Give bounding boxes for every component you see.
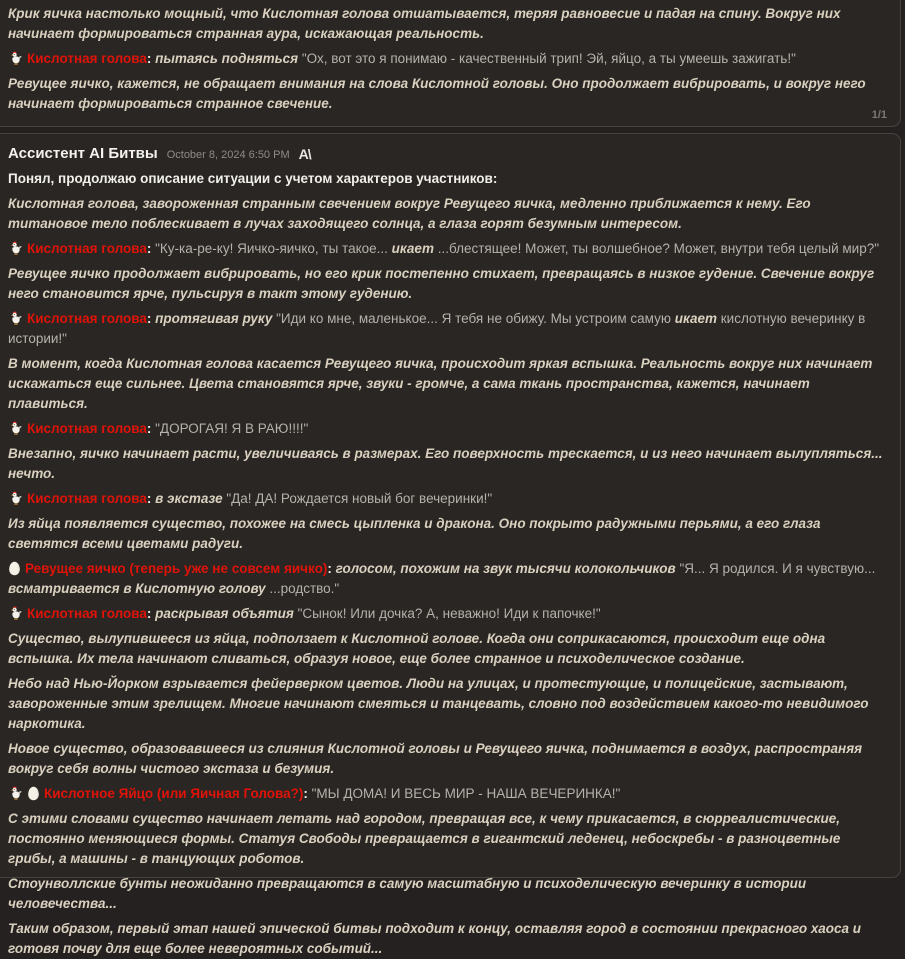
narration-text: Крик яичка настолько мощный, что Кислотная голова отшатывается, теряя равновесие и падая на спину. Вокруг них начинает формироваться странная аура, искажающая реальность. <box>8 6 841 41</box>
action-text: раскрывая объятия <box>155 606 298 621</box>
paragraph <box>8 489 888 509</box>
speech-text: "Иди ко мне, маленькое... Я тебя не обижу. Мы устроим самую <box>276 311 675 326</box>
paragraph <box>8 919 888 959</box>
narration-text: Ревущее яичко продолжает вибрировать, но его крик постепенно стихает, превращаясь в низкое гудение. Свечение вокруг него становится ярче, пульсируя в такт этому гудению. <box>8 266 875 301</box>
egg-emoji-icon <box>8 559 21 579</box>
paragraph <box>8 559 888 599</box>
action-text: пытаясь подняться <box>155 51 302 66</box>
narration-text: Таким образом, первый этап нашей эпической битвы подходит к концу, оставляя город в состоянии прекрасного хаоса и готовя почву для еще более невероятных событий... <box>8 921 862 956</box>
bold-text: : <box>303 786 312 801</box>
author-name[interactable]: Ассистент AI Битвы <box>8 145 158 162</box>
narration-text: Ревущее яичко, кажется, не обращает внимания на слова Кислотной головы. Оно продолжает вибрировать, и вокруг него начинает формироваться странное свечение. <box>8 76 866 111</box>
bold-text: : <box>146 241 156 256</box>
speech-text: кислотную вечеринку в истории!" <box>8 311 866 346</box>
speech-text: "Я... Я родился. И я чувствую... <box>679 561 876 576</box>
paragraph <box>8 49 888 69</box>
character-name: Кислотное Яйцо (или Яичная Голова?) <box>44 786 304 801</box>
rooster-emoji-icon <box>8 604 23 624</box>
bold-text: Понял, продолжаю описание ситуации с учетом характеров участников: <box>8 171 498 186</box>
character-name: Кислотная голова <box>27 606 147 621</box>
paragraph <box>8 629 888 669</box>
paragraph <box>8 604 888 624</box>
paragraph <box>8 74 888 114</box>
anthropic-logo-icon: A\ <box>298 145 311 162</box>
paragraph <box>8 309 888 349</box>
speech-text: "ДОРОГАЯ! Я В РАЮ!!!!" <box>155 421 309 436</box>
rooster-emoji-icon <box>8 49 23 69</box>
narration-text: Стоунволлские бунты неожиданно превращаются в самую масштабную и психоделическую вечеринку в истории человечества... <box>8 876 807 911</box>
paragraph <box>8 674 888 734</box>
rooster-emoji-icon <box>8 239 23 259</box>
narration-text: Новое существо, образовавшееся из слияния Кислотной головы и Ревущего яичка, поднимается в воздух, распространяя вокруг себя волны чистого экстаза и безумия. <box>8 741 863 776</box>
message-timestamp: October 8, 2024 6:50 PM <box>166 149 290 161</box>
paragraph <box>8 264 888 304</box>
paragraph <box>8 4 888 44</box>
paragraph <box>8 444 888 484</box>
character-name: Ревущее яичко (теперь уже не совсем яичко) <box>25 561 328 576</box>
assistant-message-body <box>8 169 888 959</box>
assistant-message-card <box>0 133 901 956</box>
paragraph <box>8 514 888 554</box>
narration-text: Небо над Нью-Йорком взрывается фейерверком цветов. Люди на улицах, и протестующие, и полицейские, застывают, завороженные этим зрелищем. Многие начинают смеяться и танцевать, словно под воздействием какого-то невидимого наркотика. <box>8 676 869 731</box>
bold-text: : <box>146 491 156 506</box>
paragraph <box>8 739 888 779</box>
swipe-pagination: 1/1 <box>871 109 887 121</box>
paragraph <box>8 354 888 414</box>
action-text: икает <box>674 311 721 326</box>
paragraph <box>8 169 888 189</box>
bold-text: : <box>146 421 156 436</box>
character-name: Кислотная голова <box>27 491 147 506</box>
narration-text: Существо, вылупившееся из яйца, подползает к Кислотной голове. Когда они соприкасаются, происходит еще одна вспышка. Их тела начинают сливаться, образуя новое, еще более странное и психоделическое создание. <box>8 631 826 666</box>
rooster-emoji-icon <box>8 784 23 804</box>
speech-text: ...блестящее! Может, ты волшебное? Может, внутри тебя целый мир?" <box>437 241 880 256</box>
rooster-emoji-icon <box>8 489 23 509</box>
speech-text: "Сынок! Или дочка? А, неважно! Иди к папочке!" <box>297 606 601 621</box>
character-name: Кислотная голова <box>27 421 147 436</box>
narration-text: Внезапно, яичко начинает расти, увеличиваясь в размерах. Его поверхность трескается, и из него начинает вылупляться... нечто. <box>8 446 883 481</box>
narration-text: Из яйца появляется существо, похожее на смесь цыпленка и дракона. Оно покрыто радужными перьями, а его глаза светятся всеми цветами радуги. <box>8 516 821 551</box>
egg-emoji-icon <box>27 784 40 804</box>
speech-text: ...родство." <box>269 581 340 596</box>
bold-text: : <box>146 606 156 621</box>
character-name: Кислотная голова <box>27 51 147 66</box>
speech-text: "Ку-ка-ре-ку! Яичко-яичко, ты такое... <box>155 241 392 256</box>
paragraph <box>8 419 888 439</box>
bold-text: : <box>327 561 336 576</box>
paragraph <box>8 874 888 914</box>
speech-text: "Да! ДА! Рождается новый бог вечеринки!" <box>226 491 493 506</box>
character-name: Кислотная голова <box>27 241 147 256</box>
narration-text: С этими словами существо начинает летать над городом, превращая все, к чему прикасается, в сюрреалистические, постоянно меняющиеся формы. Статуя Свободы превращается в гигантский леденец, небоскребы - в разноцветные грибы, а машины - в танцующих роботов. <box>8 811 841 866</box>
rooster-emoji-icon <box>8 419 23 439</box>
message-header <box>8 145 888 162</box>
paragraph <box>8 239 888 259</box>
bold-text: : <box>146 51 156 66</box>
paragraph <box>8 809 888 869</box>
action-text: в экстазе <box>155 491 227 506</box>
bold-text: : <box>146 311 156 326</box>
previous-message-card <box>0 0 901 127</box>
speech-text: "МЫ ДОМА! И ВЕСЬ МИР - НАША ВЕЧЕРИНКА!" <box>311 786 621 801</box>
speech-text: "Ох, вот это я понимаю - качественный трип! Эй, яйцо, а ты умеешь зажигать!" <box>301 51 796 66</box>
narration-text: Кислотная голова, завороженная странным свечением вокруг Ревущего яичка, медленно приближается к нему. Его титановое тело поблескивает в лучах заходящего солнца, а глаза горят безумным интересом. <box>8 196 811 231</box>
character-name: Кислотная голова <box>27 311 147 326</box>
action-text: всматривается в Кислотную голову <box>8 581 270 596</box>
previous-message-body <box>8 4 888 114</box>
action-text: голосом, похожим на звук тысячи колокольчиков <box>335 561 680 576</box>
narration-text: В момент, когда Кислотная голова касается Ревущего яичка, происходит яркая вспышка. Реальность вокруг них начинает искажаться еще сильнее. Цвета становятся ярче, звуки - громче, а сама ткань пространства, кажется, начинает плавиться. <box>8 356 873 411</box>
paragraph <box>8 784 888 804</box>
paragraph <box>8 194 888 234</box>
action-text: протягивая руку <box>155 311 277 326</box>
rooster-emoji-icon <box>8 309 23 329</box>
action-text: икает <box>391 241 438 256</box>
